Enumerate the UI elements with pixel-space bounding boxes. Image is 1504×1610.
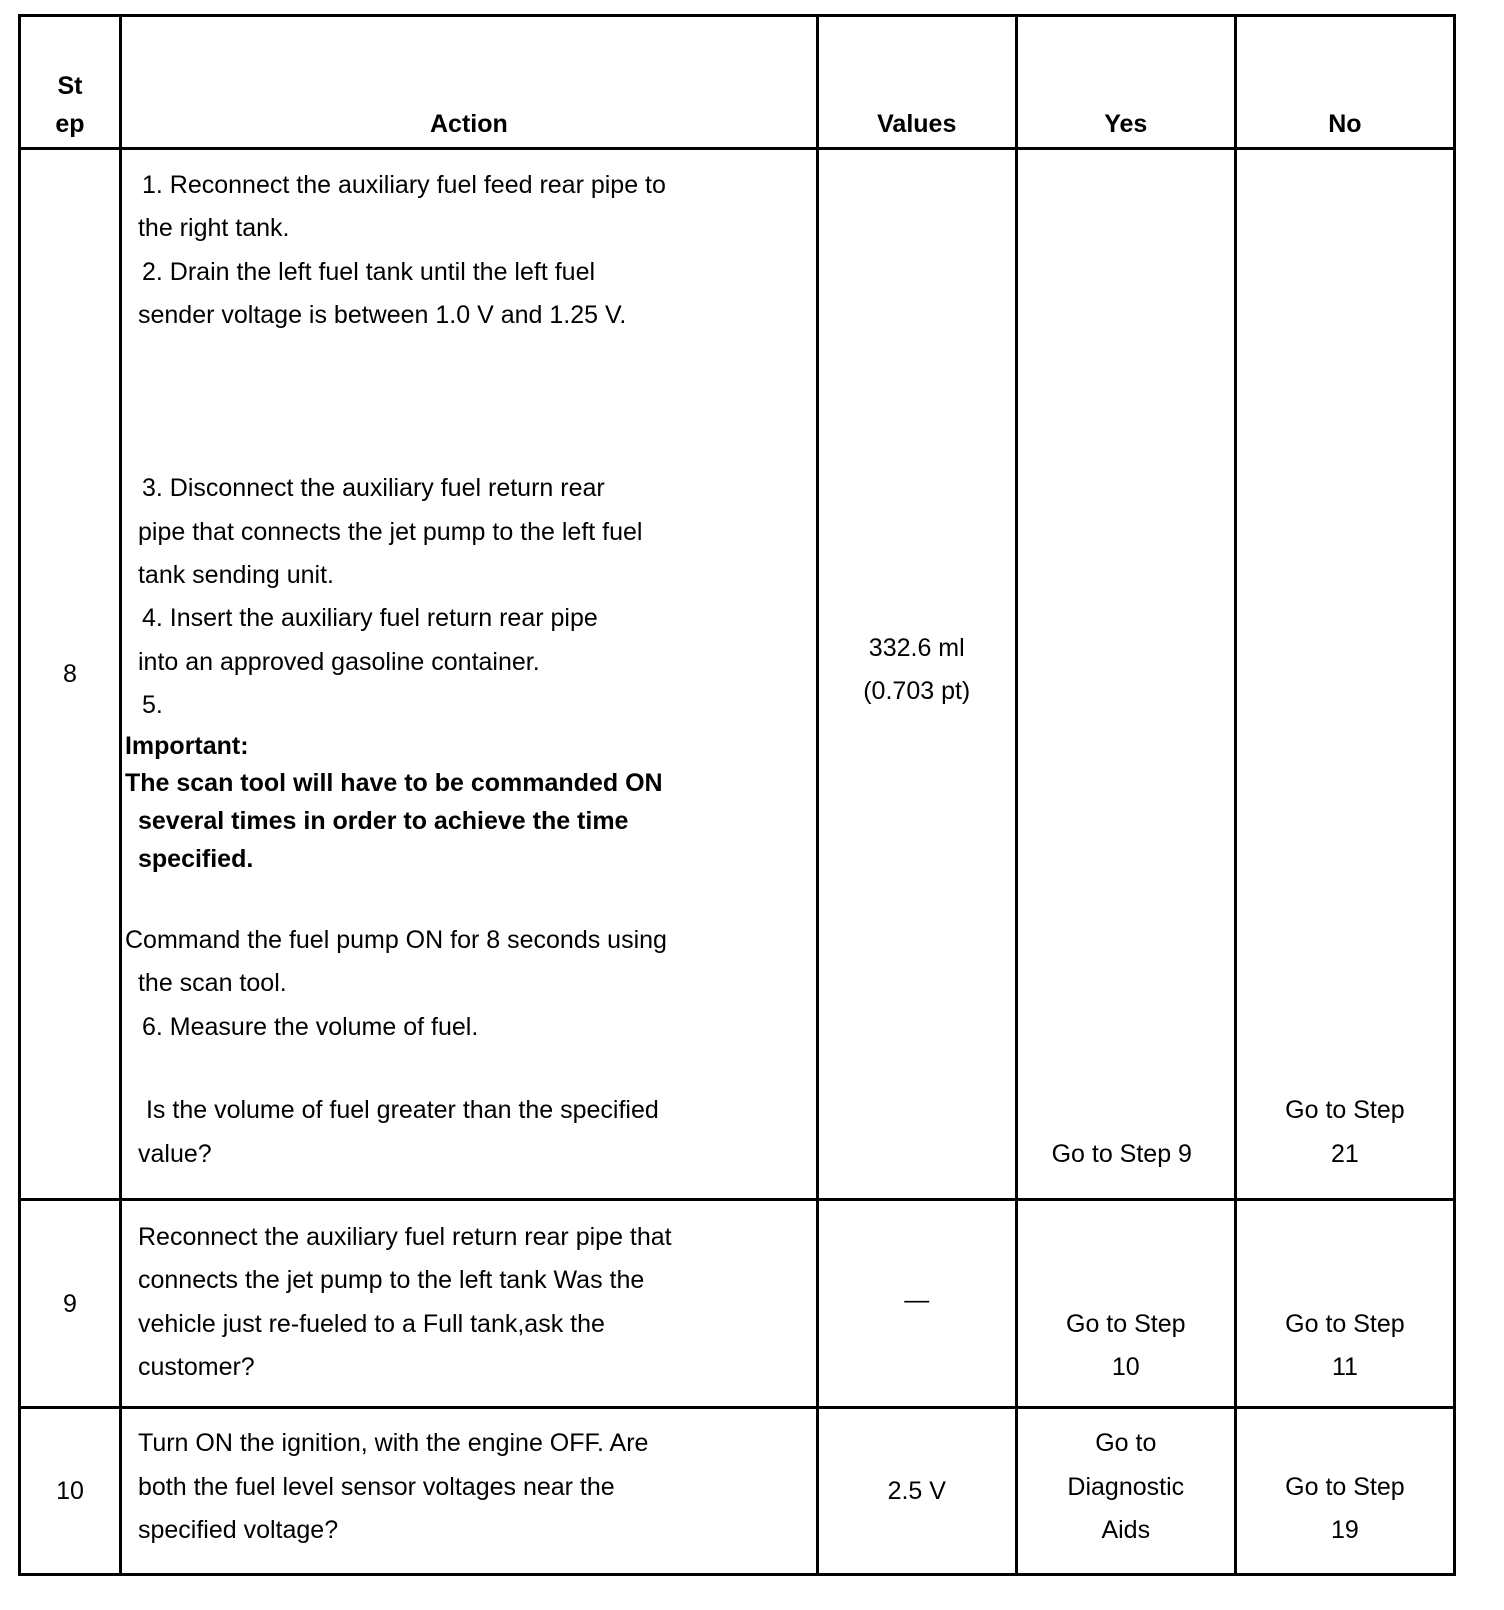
action-line: pipe that connects the jet pump to the left fuel bbox=[137, 518, 643, 546]
action-line: 1. Reconnect the auxiliary fuel feed rear pipe to bbox=[141, 171, 666, 199]
no-goto: Go to Step bbox=[1285, 1096, 1405, 1124]
yes-goto: 10 bbox=[1111, 1353, 1140, 1381]
important-text: several times in order to achieve the time bbox=[137, 807, 629, 835]
yes-goto: Go to Step 9 bbox=[1051, 1140, 1192, 1168]
action-line: the scan tool. bbox=[137, 969, 287, 997]
table-row-step-8 bbox=[20, 149, 1455, 1200]
step-10-action bbox=[120, 1408, 817, 1575]
action-line: vehicle just re-fueled to a Full tank,ask the bbox=[137, 1310, 605, 1338]
action-line: customer? bbox=[137, 1353, 255, 1381]
action-line: both the fuel level sensor voltages near the bbox=[137, 1473, 615, 1501]
table-row-step-9 bbox=[20, 1200, 1455, 1408]
yes-goto: Aids bbox=[1101, 1516, 1151, 1544]
action-line: 5. bbox=[141, 691, 163, 719]
action-line: 2. Drain the left fuel tank until the left fuel bbox=[141, 258, 596, 286]
header-step-line2: ep bbox=[55, 110, 85, 138]
no-goto: Go to Step bbox=[1285, 1310, 1405, 1338]
header-values: Values bbox=[817, 16, 1016, 149]
question-line: Is the volume of fuel greater than the specified bbox=[145, 1096, 659, 1124]
action-line: 3. Disconnect the auxiliary fuel return rear bbox=[141, 474, 605, 502]
no-goto: 11 bbox=[1331, 1353, 1358, 1381]
step-8-no bbox=[1235, 149, 1454, 1200]
value-line: 332.6 ml bbox=[868, 634, 965, 662]
action-line: Command the fuel pump ON for 8 seconds using bbox=[124, 926, 667, 954]
action-line: into an approved gasoline container. bbox=[137, 648, 540, 676]
table-row-step-10 bbox=[20, 1408, 1455, 1575]
step-9-action bbox=[120, 1200, 817, 1408]
header-step bbox=[20, 16, 121, 149]
action-line: Turn ON the ignition, with the engine OFF. Are bbox=[137, 1429, 649, 1457]
step-10-values: 2.5 V bbox=[817, 1408, 1016, 1575]
header-step-line1: St bbox=[57, 72, 83, 100]
action-line: 6. Measure the volume of fuel. bbox=[141, 1013, 479, 1041]
header-no: No bbox=[1235, 16, 1454, 149]
action-line: sender voltage is between 1.0 V and 1.25 V. bbox=[137, 301, 627, 329]
action-line: 4. Insert the auxiliary fuel return rear pipe bbox=[141, 604, 598, 632]
important-label: Important: bbox=[124, 732, 249, 760]
no-goto: Go to Step bbox=[1285, 1473, 1405, 1501]
step-8-action bbox=[120, 149, 817, 1200]
yes-goto: Go to Step bbox=[1066, 1310, 1186, 1338]
action-line: connects the jet pump to the left tank Was the bbox=[137, 1266, 645, 1294]
header-action: Action bbox=[120, 16, 817, 149]
header-row bbox=[20, 16, 1455, 149]
header-yes: Yes bbox=[1016, 16, 1235, 149]
yes-goto: Diagnostic bbox=[1067, 1473, 1185, 1501]
diagnostic-table bbox=[18, 14, 1456, 1576]
value-dash: — bbox=[904, 1286, 930, 1314]
step-10-yes bbox=[1016, 1408, 1235, 1575]
question-line: value? bbox=[137, 1140, 212, 1168]
step-10-number: 10 bbox=[20, 1408, 121, 1575]
action-line: the right tank. bbox=[137, 214, 290, 242]
action-line: Reconnect the auxiliary fuel return rear pipe that bbox=[137, 1223, 672, 1251]
step-8-values bbox=[817, 149, 1016, 1200]
step-8-yes bbox=[1016, 149, 1235, 1200]
no-goto: 21 bbox=[1331, 1140, 1359, 1168]
no-goto: 19 bbox=[1331, 1516, 1359, 1544]
action-line: tank sending unit. bbox=[137, 561, 334, 589]
action-line: specified voltage? bbox=[137, 1516, 339, 1544]
step-10-no bbox=[1235, 1408, 1454, 1575]
important-text: specified. bbox=[137, 845, 254, 873]
value-line: (0.703 pt) bbox=[863, 677, 971, 705]
important-text: The scan tool will have to be commanded ON bbox=[124, 769, 663, 797]
step-9-no bbox=[1235, 1200, 1454, 1408]
step-8-number: 8 bbox=[20, 149, 121, 1200]
yes-goto: Go to bbox=[1095, 1429, 1157, 1457]
step-9-number: 9 bbox=[20, 1200, 121, 1408]
step-9-yes bbox=[1016, 1200, 1235, 1408]
step-9-values bbox=[817, 1200, 1016, 1408]
